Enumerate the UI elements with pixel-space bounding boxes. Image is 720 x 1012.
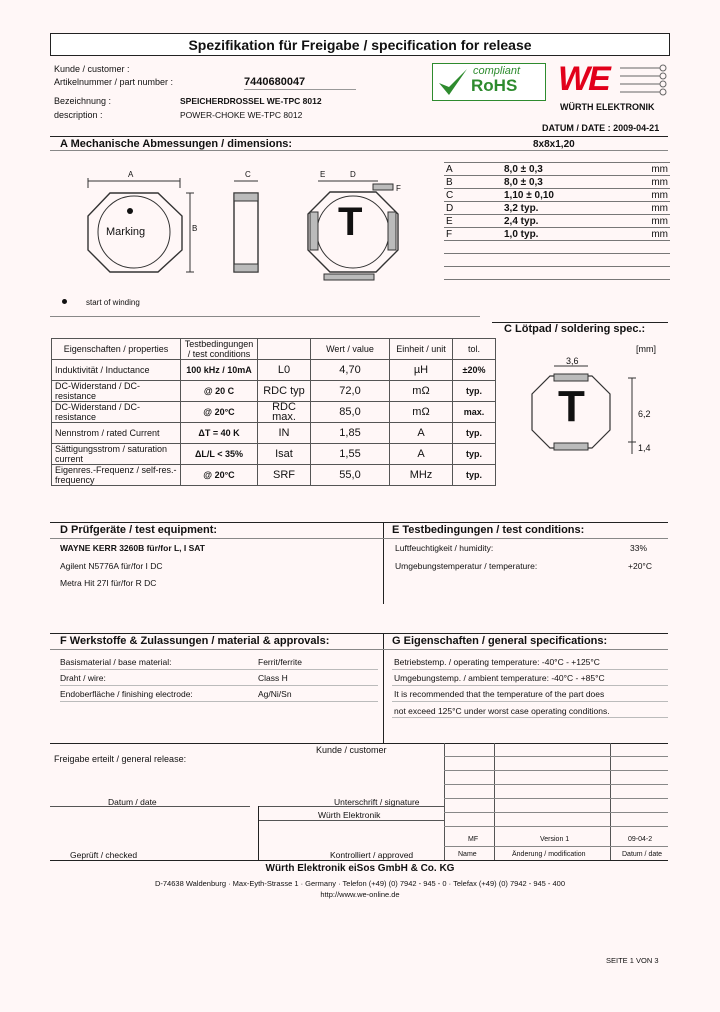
section-f-title: F Werkstoffe & Zulassungen / material & approvals: xyxy=(60,635,330,647)
side-view-drawing xyxy=(228,168,278,278)
we-logo: WE WÜRTH ELEKTRONIK xyxy=(556,62,670,112)
cell-value: 72,0 xyxy=(311,381,390,402)
cell-value: 85,0 xyxy=(311,402,390,423)
cell-tol: ±20% xyxy=(453,360,496,381)
cell-name: Nennstrom / rated Current xyxy=(52,423,181,444)
checkmark-icon xyxy=(435,65,471,99)
cell-unit: MHz xyxy=(390,465,453,486)
unit-label: [mm] xyxy=(636,344,656,354)
cell-sym: L0 xyxy=(258,360,311,381)
table-row xyxy=(52,423,496,444)
cell-unit: mΩ xyxy=(390,402,453,423)
cell-tol: typ. xyxy=(453,381,496,402)
section-c-title: C Lötpad / soldering spec.: xyxy=(504,323,646,335)
date: DATUM / DATE : 2009-04-21 xyxy=(542,123,660,133)
part-number-label: Artikelnummer / part number : xyxy=(54,77,174,87)
cell-cond: ΔT = 40 K xyxy=(181,423,258,444)
cell-unit: A xyxy=(390,444,453,465)
properties-table: Eigenschaften / properties Testbedingungen / test conditions Wert / value Einheit / unit tol. Induktivität / Inductance 100 kHz / 10mA L0 4,70 µH ±20% DC-Widerstand / DC-resistance @ 20 C RDC typ 72,0 mΩ typ. DC-Widerstand / DC-resistance @ 20°C RDC max. 85,0 mΩ max. Nennstrom / rated Current ΔT = 40 K IN 1,85 A typ. Sättigungsstrom / saturation current ΔL/L < 35% Isat 1,55 A typ. Eigenres.-Frequenz / self-res.-frequency @ 20°C SRF 55,0 MHz typ. xyxy=(51,338,496,486)
cell-value: 1,55 xyxy=(311,444,390,465)
cell-sym: RDC max. xyxy=(258,402,311,423)
start-winding-label: start of winding xyxy=(86,298,140,307)
footer-company: Würth Elektronik eiSos GmbH & Co. KG xyxy=(265,863,455,874)
section-e-title: E Testbedingungen / test conditions: xyxy=(392,524,585,536)
table-row xyxy=(52,381,496,402)
section-g-title: G Eigenschaften / general specifications: xyxy=(392,635,608,647)
cell-value: 1,85 xyxy=(311,423,390,444)
release-label: Freigabe erteilt / general release: xyxy=(54,754,187,764)
cell-cond: 100 kHz / 10mA xyxy=(181,360,258,381)
cell-name: DC-Widerstand / DC-resistance xyxy=(52,381,181,402)
cell-unit: µH xyxy=(390,360,453,381)
cell-tol: typ. xyxy=(453,423,496,444)
page-number: SEITE 1 VON 3 xyxy=(606,956,659,965)
cell-tol: max. xyxy=(453,402,496,423)
cell-value: 55,0 xyxy=(311,465,390,486)
cell-name: Induktivität / Inductance xyxy=(52,360,181,381)
marking-label: Marking xyxy=(106,226,146,238)
cell-cond: @ 20°C xyxy=(181,402,258,423)
equipment-line: Agilent N5776A für/for I DC xyxy=(60,561,163,571)
cell-cond: @ 20°C xyxy=(181,465,258,486)
part-number: 7440680047 xyxy=(244,76,306,88)
description-value: POWER-CHOKE WE-TPC 8012 xyxy=(180,110,303,120)
cell-name: DC-Widerstand / DC-resistance xyxy=(52,402,181,423)
designation-label: Bezeichnung : xyxy=(54,96,112,106)
cell-unit: mΩ xyxy=(390,381,453,402)
section-d-title: D Prüfgeräte / test equipment: xyxy=(60,524,218,536)
customer-heading: Kunde / customer xyxy=(316,745,387,755)
designation-value: SPEICHERDROSSEL WE-TPC 8012 xyxy=(180,96,322,106)
cell-sym: Isat xyxy=(258,444,311,465)
cell-tol: typ. xyxy=(453,465,496,486)
cell-unit: A xyxy=(390,423,453,444)
cell-value: 4,70 xyxy=(311,360,390,381)
section-a-title: A Mechanische Abmessungen / dimensions: xyxy=(60,138,293,150)
footer-address: D-74638 Waldenburg · Max-Eyth-Strasse 1 · Germany · Telefon (+49) (0) 7942 - 945 - 0 · Telefax (+49) (0) 7942 - 945 - 400 xyxy=(154,879,566,888)
cell-cond: @ 20 C xyxy=(181,381,258,402)
cell-sym: SRF xyxy=(258,465,311,486)
table-row xyxy=(52,360,496,381)
rohs-logo: compliant RoHS xyxy=(432,63,546,101)
marking-letter: T xyxy=(338,200,363,244)
cell-sym: RDC typ xyxy=(258,381,311,402)
equipment-line: WAYNE KERR 3260B für/for L, I SAT xyxy=(60,543,205,553)
cell-name: Sättigungsstrom / saturation current xyxy=(52,444,181,465)
page-title: Spezifikation für Freigabe / specification for release xyxy=(50,33,670,56)
equipment-line: Metra Hit 27I für/for R DC xyxy=(60,578,157,588)
table-row xyxy=(52,465,496,486)
size-code: 8x8x1,20 xyxy=(533,139,575,150)
cell-tol: typ. xyxy=(453,444,496,465)
footer-web[interactable]: http://www.we-online.de xyxy=(320,890,400,899)
circuit-lines-icon xyxy=(620,62,670,98)
cell-sym: IN xyxy=(258,423,311,444)
dimension-table: A 8,0 ± 0,3 mm B 8,0 ± 0,3 mm C 1,10 ± 0,10 mm D 3,2 typ. mm E 2,4 typ. mm F 1,0 typ. mm xyxy=(444,162,670,280)
table-row xyxy=(52,444,496,465)
table-row xyxy=(52,402,496,423)
cell-name: Eigenres.-Frequenz / self-res.-frequency xyxy=(52,465,181,486)
bullet-icon xyxy=(62,299,67,304)
customer-label: Kunde / customer : xyxy=(54,64,130,74)
description-label: description : xyxy=(54,110,103,120)
cell-cond: ΔL/L < 35% xyxy=(181,444,258,465)
